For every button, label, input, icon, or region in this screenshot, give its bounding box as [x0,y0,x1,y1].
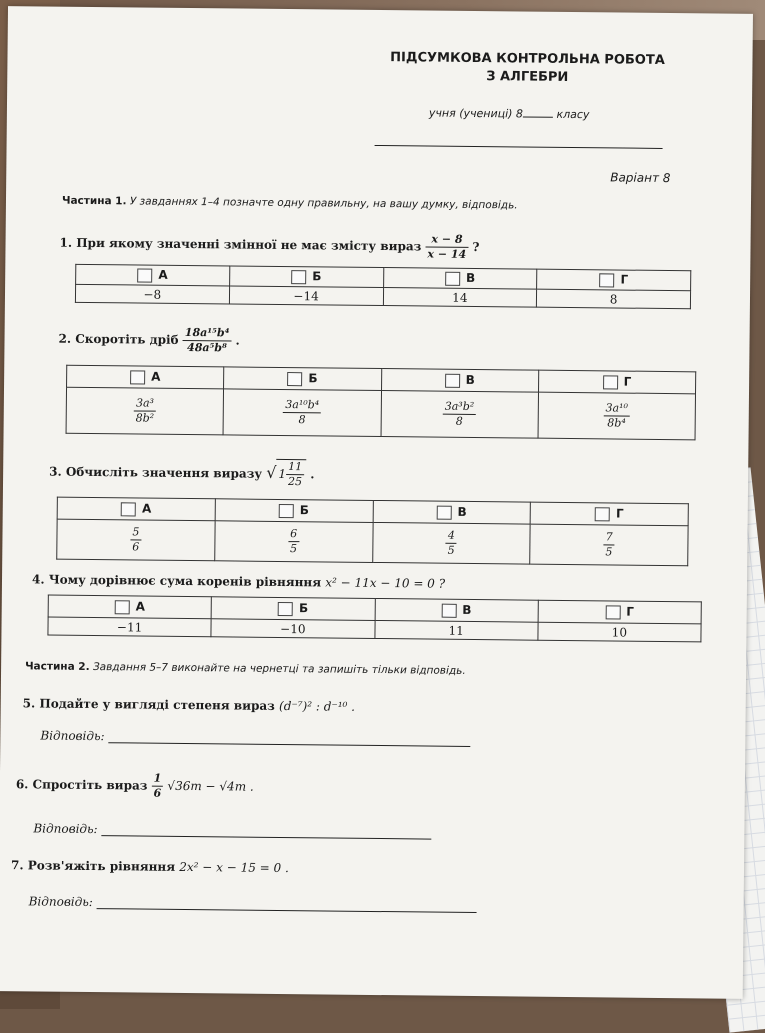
checkbox-icon[interactable] [605,605,620,619]
checkbox-icon[interactable] [291,270,306,284]
question-6 [16,770,254,801]
question-2-answer-table [66,365,697,441]
answer-a: −8 [75,284,229,304]
part1-instruction: У завданнях 1–4 позначте одну правильну, на вашу думку, відповідь. [129,195,518,212]
question-6-coef-den: 6 [153,786,162,800]
answer-v: 11 [374,620,537,640]
checkbox-icon[interactable] [441,603,456,617]
checkbox-icon[interactable] [445,271,460,285]
question-5-expression: (d⁻⁷)² : d⁻¹⁰ . [278,698,356,714]
question-5 [23,696,355,713]
option-v[interactable] [375,598,538,622]
answer-v-denominator: 5 [447,543,455,557]
option-b[interactable] [224,367,381,391]
answer-7-blank[interactable] [97,896,477,913]
question-7-answer [29,894,477,913]
question-7-number: 7. [10,858,24,873]
question-1-numerator: x − 8 [426,232,469,247]
option-v[interactable] [381,369,538,393]
answer-a: −11 [48,617,211,637]
answer-g [538,392,696,440]
question-1-tail: ? [472,239,480,255]
question-4-expression: x² − 11x − 10 = 0 ? [325,575,446,591]
option-a[interactable] [76,264,230,286]
checkbox-icon[interactable] [115,600,130,614]
question-3-whole: 1 [278,466,287,482]
answer-a-numerator: 3a³ [134,396,157,411]
answer-a-numerator: 5 [130,525,141,540]
question-7-text: Розв'яжіть рівняння [27,858,176,874]
question-2-numerator: 18a¹⁵b⁴ [183,326,232,342]
question-4-number: 4. [31,572,45,587]
answer-v [381,391,539,439]
answer-a [66,387,224,435]
option-label: В [465,271,476,286]
part2-label: Частина 2. [25,660,90,673]
checkbox-icon[interactable] [130,370,145,384]
question-3-answer-table [56,497,689,567]
answer-b-denominator: 8 [298,413,306,427]
title-line-2: З АЛГЕБРИ [486,69,569,85]
option-v[interactable] [373,500,531,524]
answer-g: 10 [538,622,701,642]
answer-b: −10 [211,619,374,639]
option-label: Г [615,506,624,521]
option-v[interactable] [383,268,537,290]
question-3-number: 3. [49,464,62,479]
question-5-number: 5. [22,696,36,711]
question-5-answer [40,728,470,747]
grade-blank[interactable] [523,105,553,117]
answer-b: −14 [229,286,383,306]
option-b[interactable] [215,499,373,523]
part1-header [62,195,518,212]
question-6-coefficient [151,772,163,801]
question-1 [59,229,479,262]
question-3-denominator: 25 [287,475,303,489]
answer-g: 8 [537,289,691,309]
question-4 [32,572,445,590]
answer-label: Відповідь: [28,894,93,910]
option-label: Б [299,503,310,518]
option-label: В [465,373,475,388]
checkbox-icon[interactable] [137,268,152,282]
question-6-answer [33,821,431,839]
question-2-tail: . [235,333,240,348]
answer-label: Відповідь: [40,728,105,744]
question-7-expression: 2x² − x − 15 = 0 . [179,859,289,876]
option-g[interactable] [538,370,695,394]
answer-b [223,389,381,437]
answer-a [57,519,215,561]
option-label: В [457,505,467,520]
answer-g [530,524,688,566]
answer-6-blank[interactable] [101,823,431,839]
answer-v-numerator: 4 [446,529,457,544]
answer-label: Відповідь: [33,821,98,837]
question-2-denominator: 48a⁵b⁸ [187,340,227,355]
question-1-text: При якому значенні змінної не має змісту вираз [76,235,422,254]
part2-header [25,660,466,677]
answer-g-numerator: 3a¹⁰ [603,401,630,416]
option-g[interactable] [537,269,691,291]
question-6-expression: √36m − √4m . [167,778,254,794]
sqrt-icon: √ [266,462,277,482]
test-sheet [0,6,753,999]
answer-a-denominator: 6 [132,540,140,554]
question-3 [49,457,315,490]
answer-v: 14 [383,288,537,308]
option-label: А [158,267,168,283]
option-label: Б [312,269,322,284]
option-g[interactable] [530,502,688,526]
option-b[interactable] [229,266,383,288]
student-line [429,105,590,122]
question-5-text: Подайте у вигляді степеня вираз [39,696,275,713]
question-3-radicand [276,459,306,489]
title-line-1: ПІДСУМКОВА КОНТРОЛЬНА РОБОТА [390,50,665,68]
checkbox-icon[interactable] [445,373,460,387]
option-label: Б [308,371,318,386]
question-6-number: 6. [15,777,29,792]
question-4-text: Чому дорівнює сума коренів рівняння [48,572,322,590]
option-a[interactable] [48,595,211,619]
option-label: Г [626,604,634,619]
answer-v-denominator: 8 [455,414,463,428]
question-1-number: 1. [59,235,73,250]
checkbox-icon[interactable] [279,504,294,518]
answer-v-numerator: 3a³b² [443,400,477,415]
option-label: А [141,501,152,516]
question-2 [58,325,239,356]
option-label: А [135,599,146,614]
checkbox-icon[interactable] [436,505,451,519]
question-7 [11,858,289,875]
checkbox-icon[interactable] [595,507,610,521]
answer-b [214,521,372,563]
question-1-answer-table [75,264,691,309]
question-1-denominator: x − 14 [427,247,467,261]
answer-a-denominator: 8b² [135,411,155,425]
option-g[interactable] [538,600,701,624]
option-b[interactable] [211,597,374,621]
question-2-text: Скоротіть дріб [75,331,179,347]
student-line-prefix: учня (учениці) 8 [428,106,524,121]
question-6-text: Спростіть вираз [32,777,148,793]
answer-g-denominator: 8b⁴ [607,416,626,430]
checkbox-icon[interactable] [599,273,614,287]
option-label: Г [623,374,632,389]
part1-label: Частина 1. [61,194,127,208]
question-1-fraction [425,232,468,261]
answer-v [372,522,530,564]
checkbox-icon[interactable] [278,602,293,616]
variant-label: Варіант 8 [610,170,671,186]
checkbox-icon[interactable] [603,375,618,389]
option-a[interactable] [67,365,224,389]
checkbox-icon[interactable] [121,502,136,516]
question-2-fraction [183,326,232,356]
question-3-numerator: 11 [286,460,304,475]
option-label: А [151,369,161,384]
answer-5-blank[interactable] [108,730,470,747]
question-6-coef-num: 1 [152,772,164,787]
question-4-answer-table [47,595,701,643]
checkbox-icon[interactable] [287,372,302,386]
option-label: В [462,603,472,618]
question-3-tail: . [310,467,315,482]
answer-b-numerator: 6 [288,527,299,542]
part2-instruction: Завдання 5–7 виконайте на чернетці та запишіть тільки відповідь. [92,661,466,677]
answer-b-denominator: 5 [289,542,298,556]
option-a[interactable] [57,497,215,521]
question-3-text: Обчисліть значення виразу [65,464,263,481]
answer-g-numerator: 7 [604,530,615,545]
option-label: Б [298,601,309,616]
option-label: Г [620,272,629,287]
question-2-number: 2. [58,331,72,346]
answer-b-numerator: 3a¹⁰b⁴ [283,398,321,413]
student-line-suffix: класу [556,107,590,122]
answer-g-denominator: 5 [605,545,613,559]
name-blank[interactable] [375,145,663,149]
